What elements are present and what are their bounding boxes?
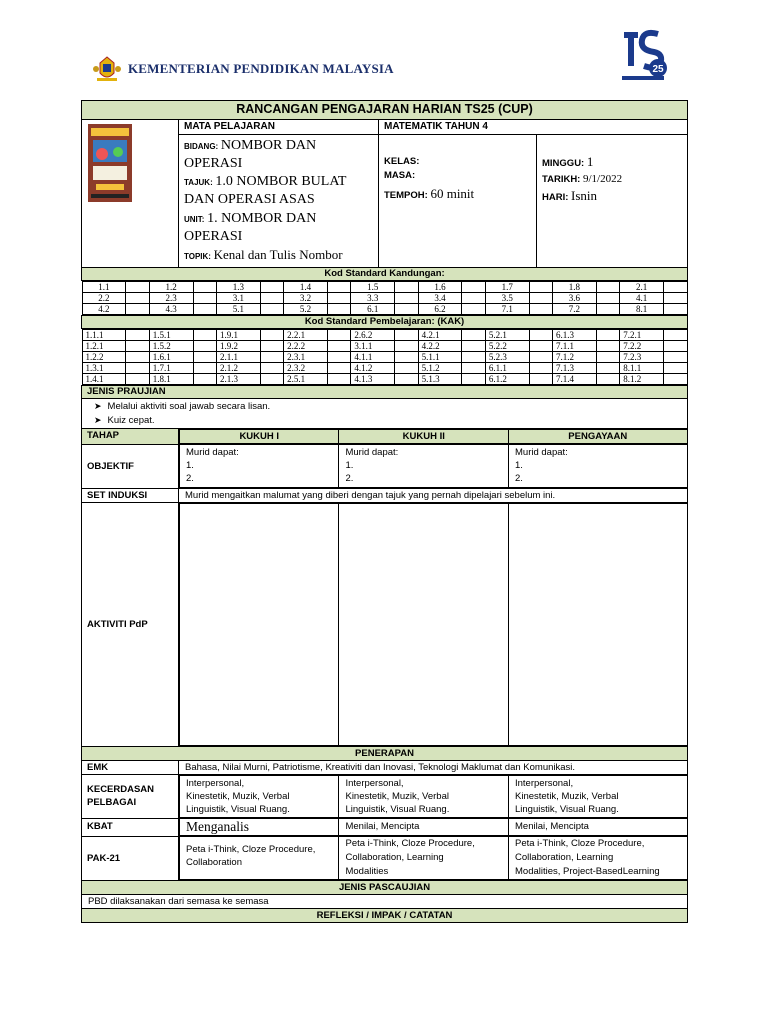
code-cell: 2.6.2 — [351, 330, 395, 341]
code-cell: 7.1.1 — [553, 341, 597, 352]
checkbox-cell[interactable] — [327, 374, 350, 385]
code-cell: 1.2 — [149, 282, 193, 293]
checkbox-cell[interactable] — [529, 363, 552, 374]
pak21-kukuh-2: Peta i-Think, Cloze Procedure, Collaboration, Learning Modalities — [339, 837, 509, 880]
checkbox-cell[interactable] — [126, 293, 149, 304]
checkbox-cell[interactable] — [395, 374, 418, 385]
code-cell: 2.3 — [149, 293, 193, 304]
checkbox-cell[interactable] — [664, 363, 688, 374]
checkbox-cell[interactable] — [395, 341, 418, 352]
praujian-item: ➤ Melalui aktiviti soal jawab secara lisan. — [94, 401, 271, 412]
code-cell: 7.2 — [553, 304, 597, 315]
code-cell: 4.3 — [149, 304, 193, 315]
ts25-logo-number: 25 — [652, 64, 664, 75]
kbat-label: KBAT — [82, 818, 179, 836]
checkbox-cell[interactable] — [260, 330, 283, 341]
code-cell: 2.2.2 — [284, 341, 328, 352]
ksp-row — [82, 374, 687, 385]
code-cell: 7.1.3 — [553, 363, 597, 374]
checkbox-cell[interactable] — [462, 363, 485, 374]
penerapan-title: PENERAPAN — [82, 747, 688, 761]
checkbox-cell[interactable] — [260, 304, 283, 315]
kelas-label: KELAS: — [384, 156, 420, 167]
ksp-row — [82, 352, 687, 363]
code-cell: 1.1 — [82, 282, 126, 293]
checkbox-cell[interactable] — [260, 363, 283, 374]
code-cell: 4.2 — [82, 304, 126, 315]
bidang-label: BIDANG: — [184, 142, 219, 151]
checkbox-cell[interactable] — [395, 282, 418, 293]
code-cell: 1.7 — [485, 282, 529, 293]
checkbox-cell[interactable] — [462, 282, 485, 293]
code-cell: 6.1.2 — [485, 374, 529, 385]
code-cell: 6.1.3 — [553, 330, 597, 341]
code-cell: 6.1 — [351, 304, 395, 315]
checkbox-cell[interactable] — [395, 330, 418, 341]
arrow-bullet-icon: ➤ — [94, 401, 102, 411]
ksp-grid — [82, 329, 688, 385]
book-cover-cell — [82, 120, 179, 268]
ksp-row — [82, 363, 687, 374]
checkbox-cell[interactable] — [327, 282, 350, 293]
checkbox-cell[interactable] — [462, 374, 485, 385]
kbat-columns — [179, 818, 688, 836]
checkbox-cell[interactable] — [596, 282, 619, 293]
code-cell: 1.7.1 — [149, 363, 193, 374]
checkbox-cell[interactable] — [395, 293, 418, 304]
page-header — [0, 0, 768, 95]
code-cell: 1.2.2 — [82, 352, 126, 363]
unit-value: 1. NOMBOR DAN OPERASI — [184, 211, 317, 244]
code-cell: 8.1.1 — [620, 363, 664, 374]
code-cell: 4.1.3 — [351, 374, 395, 385]
ts25-logo-icon — [618, 26, 668, 84]
code-cell: 4.1.1 — [351, 352, 395, 363]
code-cell: 5.1.2 — [418, 363, 462, 374]
code-cell: 2.1.3 — [216, 374, 260, 385]
date-details — [537, 135, 688, 268]
code-cell: 7.1.4 — [553, 374, 597, 385]
level-kukuh-1: KUKUH I — [180, 430, 339, 444]
checkbox-cell[interactable] — [193, 304, 216, 315]
pascaujian-title: JENIS PASCAUJIAN — [82, 881, 688, 895]
code-cell: 1.4 — [284, 282, 328, 293]
aktiviti-pengayaan — [509, 504, 688, 746]
code-cell: 1.6 — [418, 282, 462, 293]
ksk-grid-cell — [82, 281, 688, 316]
code-cell: 1.3 — [216, 282, 260, 293]
code-cell: 7.2.3 — [620, 352, 664, 363]
checkbox-cell[interactable] — [260, 374, 283, 385]
aktiviti-kukuh-1 — [180, 504, 339, 746]
checkbox-cell[interactable] — [126, 352, 149, 363]
checkbox-cell[interactable] — [596, 304, 619, 315]
pak21-kukuh-1: Peta i-Think, Cloze Procedure, Collaboration — [180, 837, 339, 880]
checkbox-cell[interactable] — [529, 304, 552, 315]
kbat-kukuh-2: Menilai, Mencipta — [339, 819, 509, 836]
ksp-row — [82, 330, 687, 341]
level-kukuh-2: KUKUH II — [339, 430, 509, 444]
checkbox-cell[interactable] — [596, 363, 619, 374]
checkbox-cell[interactable] — [664, 374, 688, 385]
code-cell: 8.1 — [620, 304, 664, 315]
subject-value: MATEMATIK TAHUN 4 — [379, 120, 688, 135]
checkbox-cell[interactable] — [596, 352, 619, 363]
ministry-name: KEMENTERIAN PENDIDIKAN MALAYSIA — [128, 61, 394, 76]
checkbox-cell[interactable] — [395, 352, 418, 363]
aktiviti-kukuh-2 — [339, 504, 509, 746]
objektif-label: OBJEKTIF — [82, 444, 179, 489]
checkbox-cell[interactable] — [126, 282, 149, 293]
code-cell: 5.2 — [284, 304, 328, 315]
code-cell: 4.1 — [620, 293, 664, 304]
masa-label: MASA: — [384, 170, 416, 181]
code-cell: 2.1.1 — [216, 352, 260, 363]
checkbox-cell[interactable] — [664, 352, 688, 363]
code-cell: 4.2.1 — [418, 330, 462, 341]
checkbox-cell[interactable] — [664, 293, 688, 304]
code-cell: 1.5.1 — [149, 330, 193, 341]
tahap-levels — [179, 429, 688, 445]
refleksi-title: REFLEKSI / IMPAK / CATATAN — [82, 909, 688, 923]
tajuk-label: TAJUK: — [184, 178, 213, 187]
tahap-label: TAHAP — [82, 429, 179, 445]
ksp-row — [82, 341, 687, 352]
code-cell: 8.1.2 — [620, 374, 664, 385]
checkbox-cell[interactable] — [462, 341, 485, 352]
objektif-pengayaan: Murid dapat: 1. 2. — [509, 445, 688, 488]
level-pengayaan: PENGAYAAN — [509, 430, 688, 444]
checkbox-cell[interactable] — [664, 282, 688, 293]
checkbox-cell[interactable] — [193, 374, 216, 385]
checkbox-cell[interactable] — [462, 330, 485, 341]
checkbox-cell[interactable] — [193, 341, 216, 352]
kecerdasan-pengayaan: Interpersonal, Kinestetik, Muzik, Verbal Linguistik, Visual Ruang. — [509, 776, 688, 818]
checkbox-cell[interactable] — [126, 304, 149, 315]
code-cell: 2.3.1 — [284, 352, 328, 363]
pak21-pengayaan: Peta i-Think, Cloze Procedure, Collaboration, Learning Modalities, Project-BasedLearning — [509, 837, 688, 880]
checkbox-cell[interactable] — [260, 293, 283, 304]
checkbox-cell[interactable] — [260, 352, 283, 363]
bidang-value: NOMBOR DAN OPERASI — [184, 138, 317, 171]
set-induksi-label: SET INDUKSI — [82, 489, 179, 503]
code-cell: 2.2.1 — [284, 330, 328, 341]
code-cell: 1.2.1 — [82, 341, 126, 352]
checkbox-cell[interactable] — [462, 352, 485, 363]
checkbox-cell[interactable] — [529, 341, 552, 352]
pascaujian-text: PBD dilaksanakan dari semasa ke semasa — [82, 895, 688, 909]
code-cell: 7.2.2 — [620, 341, 664, 352]
checkbox-cell[interactable] — [529, 330, 552, 341]
checkbox-cell[interactable] — [395, 363, 418, 374]
topik-label: TOPIK: — [184, 252, 211, 261]
ksk-row — [82, 282, 687, 293]
coat-of-arms-icon — [92, 55, 122, 83]
code-cell: 1.3.1 — [82, 363, 126, 374]
checkbox-cell[interactable] — [596, 293, 619, 304]
kbat-kukuh-1: Menganalis — [180, 819, 339, 836]
form-title: RANCANGAN PENGAJARAN HARIAN TS25 (CUP) — [82, 101, 688, 120]
code-cell: 1.4.1 — [82, 374, 126, 385]
checkbox-cell[interactable] — [126, 363, 149, 374]
code-cell: 3.4 — [418, 293, 462, 304]
code-cell: 2.1.2 — [216, 363, 260, 374]
topik-value: Kenal dan Tulis Nombor — [213, 247, 343, 262]
checkbox-cell[interactable] — [596, 374, 619, 385]
code-cell: 2.3.2 — [284, 363, 328, 374]
code-cell: 1.1.1 — [82, 330, 126, 341]
checkbox-cell[interactable] — [193, 330, 216, 341]
checkbox-cell[interactable] — [260, 282, 283, 293]
pak21-columns — [179, 836, 688, 881]
code-cell: 1.5.2 — [149, 341, 193, 352]
checkbox-cell[interactable] — [327, 363, 350, 374]
checkbox-cell[interactable] — [327, 352, 350, 363]
checkbox-cell[interactable] — [126, 341, 149, 352]
checkbox-cell[interactable] — [529, 293, 552, 304]
code-cell: 6.2 — [418, 304, 462, 315]
code-cell: 5.1.1 — [418, 352, 462, 363]
objektif-kukuh-1: Murid dapat: 1. 2. — [180, 445, 339, 488]
ksk-row — [82, 293, 687, 304]
pak21-label: PAK-21 — [82, 836, 179, 881]
checkbox-cell[interactable] — [327, 341, 350, 352]
emk-label: EMK — [82, 761, 179, 775]
checkbox-cell[interactable] — [529, 374, 552, 385]
arrow-bullet-icon: ➤ — [94, 415, 102, 425]
topic-details — [179, 135, 379, 268]
kecerdasan-label: KECERDASAN PELBAGAI — [82, 775, 179, 819]
checkbox-cell[interactable] — [596, 341, 619, 352]
code-cell: 3.1 — [216, 293, 260, 304]
minggu-label: MINGGU: — [542, 158, 585, 169]
checkbox-cell[interactable] — [596, 330, 619, 341]
code-cell: 7.1.2 — [553, 352, 597, 363]
code-cell: 3.5 — [485, 293, 529, 304]
code-cell: 1.8.1 — [149, 374, 193, 385]
checkbox-cell[interactable] — [260, 341, 283, 352]
hari-label: HARI: — [542, 192, 569, 203]
code-cell: 2.2 — [82, 293, 126, 304]
checkbox-cell[interactable] — [395, 304, 418, 315]
kecerdasan-kukuh-1: Interpersonal, Kinestetik, Muzik, Verbal Linguistik, Visual Ruang. — [180, 776, 339, 818]
code-cell: 3.1.1 — [351, 341, 395, 352]
code-cell: 1.9.2 — [216, 341, 260, 352]
class-details — [379, 135, 537, 268]
tarikh-value: 9/1/2022 — [582, 173, 623, 185]
subject-label: MATA PELAJARAN — [179, 120, 379, 135]
code-cell: 6.1.1 — [485, 363, 529, 374]
praujian-list — [82, 399, 688, 429]
code-cell: 5.1 — [216, 304, 260, 315]
tajuk-value: 1.0 NOMBOR BULAT DAN OPERASI ASAS — [184, 174, 347, 207]
minggu-value: 1 — [586, 154, 594, 169]
tempoh-label: TEMPOH: — [384, 190, 428, 201]
code-cell: 5.2.1 — [485, 330, 529, 341]
ksk-grid — [82, 281, 688, 315]
checkbox-cell[interactable] — [664, 341, 688, 352]
rph-form — [81, 100, 688, 923]
unit-label: UNIT: — [184, 215, 205, 224]
checkbox-cell[interactable] — [462, 304, 485, 315]
checkbox-cell[interactable] — [193, 282, 216, 293]
ksp-title: Kod Standard Pembelajaran: (KAK) — [82, 316, 688, 329]
aktiviti-columns — [179, 503, 688, 747]
code-cell: 1.5 — [351, 282, 395, 293]
kecerdasan-columns — [179, 775, 688, 819]
code-cell: 7.2.1 — [620, 330, 664, 341]
code-cell: 3.6 — [553, 293, 597, 304]
kbat-pengayaan: Menilai, Mencipta — [509, 819, 688, 836]
checkbox-cell[interactable] — [462, 293, 485, 304]
ksk-title: Kod Standard Kandungan: — [82, 268, 688, 281]
checkbox-cell[interactable] — [327, 330, 350, 341]
aktiviti-label: AKTIVITI PdP — [82, 503, 179, 747]
checkbox-cell[interactable] — [529, 352, 552, 363]
tempoh-value: 60 minit — [430, 186, 475, 201]
code-cell: 5.1.3 — [418, 374, 462, 385]
checkbox-cell[interactable] — [529, 282, 552, 293]
checkbox-cell[interactable] — [126, 330, 149, 341]
tarikh-label: TARIKH: — [542, 174, 581, 185]
checkbox-cell[interactable] — [327, 293, 350, 304]
checkbox-cell[interactable] — [327, 304, 350, 315]
objektif-columns — [179, 444, 688, 489]
checkbox-cell[interactable] — [664, 330, 688, 341]
hari-value: Isnin — [571, 188, 598, 203]
checkbox-cell[interactable] — [664, 304, 688, 315]
textbook-cover-icon — [88, 124, 132, 202]
code-cell: 4.2.2 — [418, 341, 462, 352]
code-cell: 5.2.3 — [485, 352, 529, 363]
ksp-grid-cell — [82, 329, 688, 386]
code-cell: 3.2 — [284, 293, 328, 304]
kecerdasan-kukuh-2: Interpersonal, Kinestetik, Muzik, Verbal Linguistik, Visual Ruang. — [339, 776, 509, 818]
code-cell: 3.3 — [351, 293, 395, 304]
set-induksi-text: Murid mengaitkan malumat yang diberi dengan tajuk yang pernah dipelajari sebelum ini. — [179, 489, 688, 503]
checkbox-cell[interactable] — [193, 293, 216, 304]
emk-text: Bahasa, Nilai Murni, Patriotisme, Kreativiti dan Inovasi, Teknologi Maklumat dan Komunikasi. — [179, 761, 688, 775]
ksk-row — [82, 304, 687, 315]
code-cell: 1.8 — [553, 282, 597, 293]
praujian-title: JENIS PRAUJIAN — [82, 386, 688, 399]
checkbox-cell[interactable] — [193, 363, 216, 374]
checkbox-cell[interactable] — [193, 352, 216, 363]
code-cell: 5.2.2 — [485, 341, 529, 352]
code-cell: 7.1 — [485, 304, 529, 315]
code-cell: 2.1 — [620, 282, 664, 293]
praujian-item: ➤ Kuiz cepat. — [94, 415, 155, 426]
checkbox-cell[interactable] — [126, 374, 149, 385]
code-cell: 2.5.1 — [284, 374, 328, 385]
code-cell: 1.9.1 — [216, 330, 260, 341]
objektif-kukuh-2: Murid dapat: 1. 2. — [339, 445, 509, 488]
code-cell: 1.6.1 — [149, 352, 193, 363]
code-cell: 4.1.2 — [351, 363, 395, 374]
